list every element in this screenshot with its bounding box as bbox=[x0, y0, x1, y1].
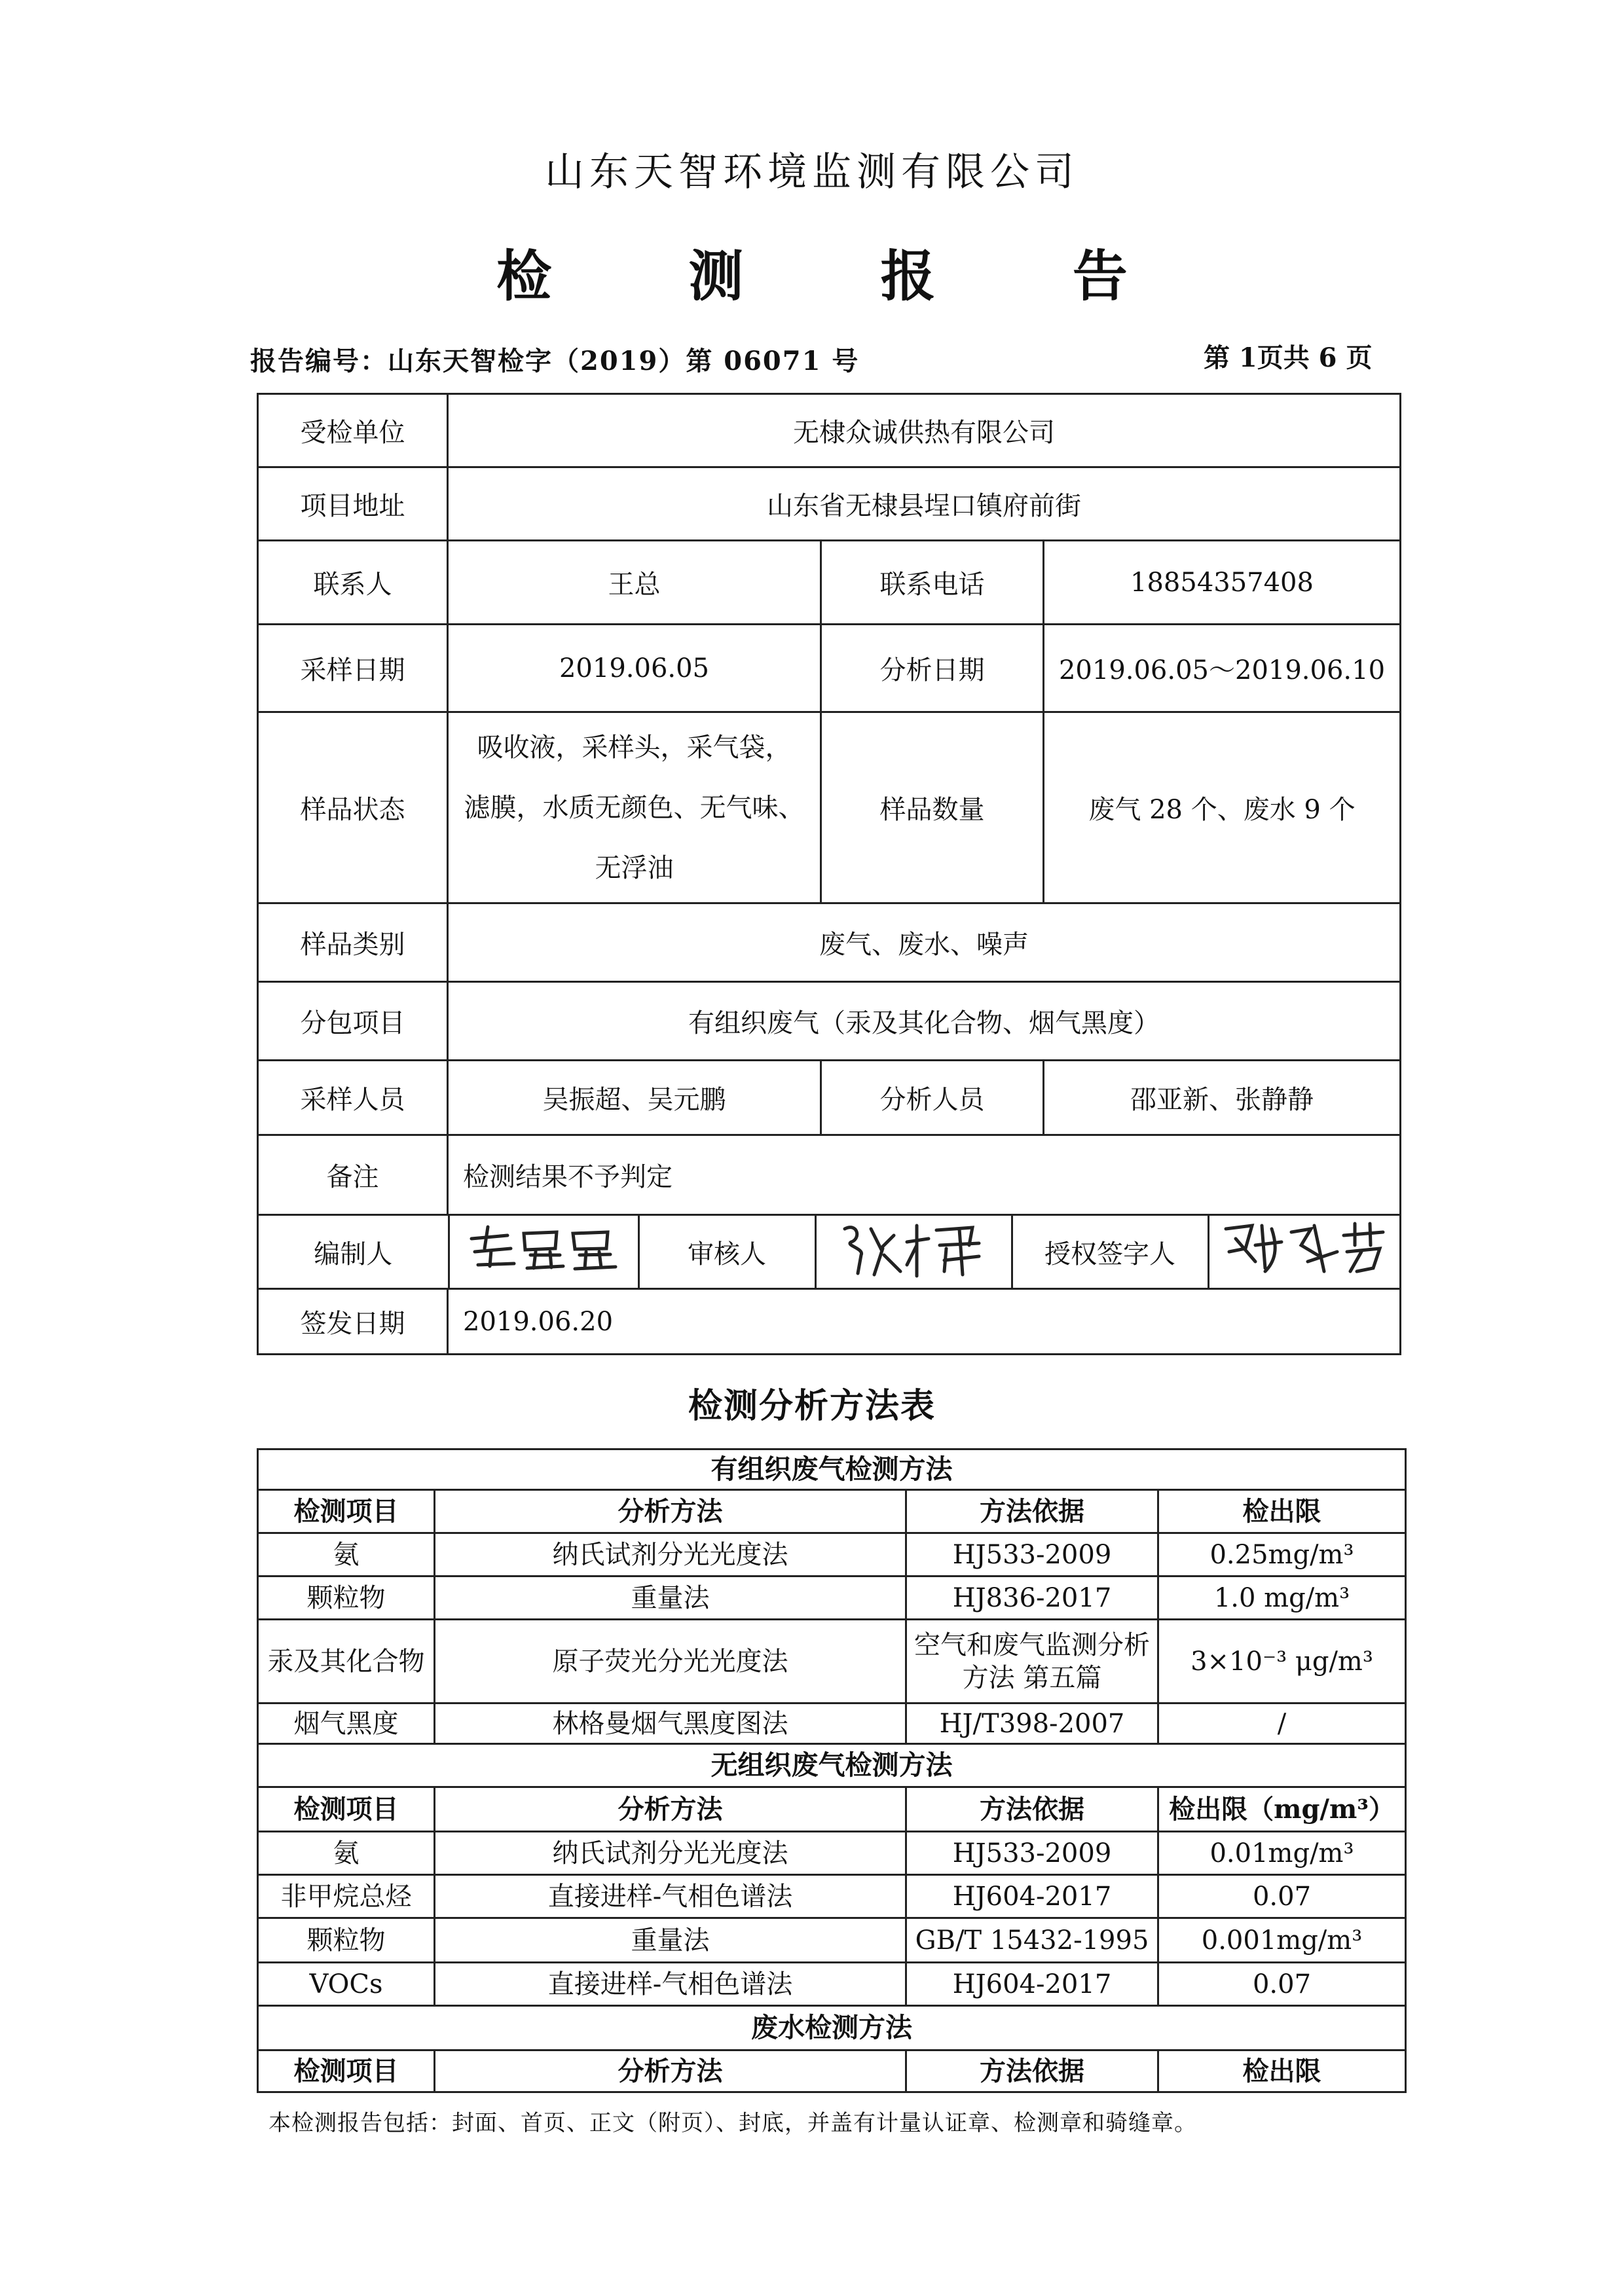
method-cell: 林格曼烟气黑度图法 bbox=[435, 1704, 906, 1744]
report-number: 报告编号：山东天智检字（2019）第 06071 号 bbox=[250, 346, 860, 376]
limit-cell: 0.07 bbox=[1158, 1875, 1406, 1918]
samplers-value: 吴振超、吴元鹏 bbox=[448, 1061, 821, 1135]
method-cell: 重量法 bbox=[435, 1918, 906, 1963]
basis-cell: HJ604-2017 bbox=[906, 1963, 1158, 2006]
item-cell: VOCs bbox=[258, 1963, 435, 2006]
limit-cell: 3×10⁻³ μg/m³ bbox=[1158, 1620, 1406, 1704]
limit-cell: 1.0 mg/m³ bbox=[1158, 1576, 1406, 1620]
analysts-label: 分析人员 bbox=[821, 1061, 1044, 1135]
address-label: 项目地址 bbox=[258, 467, 448, 541]
basis-cell: HJ533-2009 bbox=[906, 1832, 1158, 1875]
item-cell: 非甲烷总烃 bbox=[258, 1875, 435, 1918]
signer-signature bbox=[1208, 1216, 1399, 1288]
item-cell: 烟气黑度 bbox=[258, 1704, 435, 1744]
organized-section-title: 有组织废气检测方法 bbox=[258, 1449, 1406, 1490]
method-cell: 原子荧光分光光度法 bbox=[435, 1620, 906, 1704]
handwritten-signature-icon bbox=[458, 1219, 629, 1278]
footer-note: 本检测报告包括：封面、首页、正文（附页）、封底，并盖有计量认证章、检测章和骑缝章。 bbox=[268, 2110, 1197, 2136]
column-header-basis: 方法依据 bbox=[906, 1490, 1158, 1533]
methods-table bbox=[257, 1448, 1407, 2093]
item-cell: 氨 bbox=[258, 1832, 435, 1875]
signer-label: 授权签字人 bbox=[1012, 1216, 1208, 1288]
editor-label: 编制人 bbox=[259, 1216, 449, 1288]
item-cell: 颗粒物 bbox=[258, 1918, 435, 1963]
basis-cell: 空气和废气监测分析方法 第五篇 bbox=[906, 1620, 1158, 1704]
subcontract-label: 分包项目 bbox=[258, 982, 448, 1061]
company-name: 山东天智环境监测有限公司 bbox=[545, 149, 1079, 195]
column-header-method: 分析方法 bbox=[435, 1490, 906, 1533]
column-header-limit-unit: 检出限（mg/m³） bbox=[1158, 1787, 1406, 1832]
column-header-method: 分析方法 bbox=[435, 1787, 906, 1832]
phone-label: 联系电话 bbox=[821, 541, 1044, 625]
column-header-item: 检测项目 bbox=[258, 1787, 435, 1832]
sample-qty-value: 废气 28 个、废水 9 个 bbox=[1044, 712, 1401, 903]
column-header-limit: 检出限 bbox=[1158, 1490, 1406, 1533]
fugitive-section-title: 无组织废气检测方法 bbox=[258, 1744, 1406, 1787]
handwritten-signature-icon bbox=[832, 1216, 995, 1281]
basis-cell: HJ533-2009 bbox=[906, 1533, 1158, 1576]
limit-cell: 0.07 bbox=[1158, 1963, 1406, 2006]
handwritten-signature-icon bbox=[1216, 1216, 1393, 1281]
reviewer-label: 审核人 bbox=[638, 1216, 815, 1288]
remark-label: 备注 bbox=[258, 1135, 448, 1215]
phone-value: 18854357408 bbox=[1044, 541, 1401, 625]
column-header-basis: 方法依据 bbox=[906, 2050, 1158, 2092]
client-value: 无棣众诚供热有限公司 bbox=[448, 394, 1401, 467]
sample-state-value bbox=[448, 712, 821, 903]
sample-state-line: 吸收液，采样头，采气袋， bbox=[477, 732, 792, 763]
analysts-value: 邵亚新、张静静 bbox=[1044, 1061, 1401, 1135]
limit-cell: 0.001mg/m³ bbox=[1158, 1918, 1406, 1963]
table-row bbox=[258, 1576, 1406, 1620]
method-cell: 直接进样-气相色谱法 bbox=[435, 1963, 906, 2006]
item-cell: 汞及其化合物 bbox=[258, 1620, 435, 1704]
methods-table-title: 检测分析方法表 bbox=[688, 1386, 936, 1426]
column-header-item: 检测项目 bbox=[258, 2050, 435, 2092]
sample-state-label: 样品状态 bbox=[258, 712, 448, 903]
table-row bbox=[258, 1963, 1406, 2006]
address-value: 山东省无棣县埕口镇府前街 bbox=[448, 467, 1401, 541]
sample-type-label: 样品类别 bbox=[258, 903, 448, 982]
samplers-label: 采样人员 bbox=[258, 1061, 448, 1135]
method-cell: 纳氏试剂分光光度法 bbox=[435, 1533, 906, 1576]
column-header-method: 分析方法 bbox=[435, 2050, 906, 2092]
limit-cell: / bbox=[1158, 1704, 1406, 1744]
limit-cell: 0.25mg/m³ bbox=[1158, 1533, 1406, 1576]
remark-value: 检测结果不予判定 bbox=[448, 1135, 1401, 1215]
sample-type-value: 废气、废水、噪声 bbox=[448, 903, 1401, 982]
table-row bbox=[258, 1704, 1406, 1744]
issue-date-label: 签发日期 bbox=[258, 1289, 448, 1355]
report-info-table bbox=[257, 393, 1401, 1355]
column-header-basis: 方法依据 bbox=[906, 1787, 1158, 1832]
table-row bbox=[258, 1832, 1406, 1875]
basis-cell: HJ/T398-2007 bbox=[906, 1704, 1158, 1744]
document-title: 检 测 报 告 bbox=[496, 244, 1187, 308]
analysis-date-value: 2019.06.05～2019.06.10 bbox=[1044, 625, 1401, 712]
sample-state-line: 滤膜，水质无颜色、无气味、 bbox=[464, 792, 805, 823]
contact-value: 王总 bbox=[448, 541, 821, 625]
table-row bbox=[258, 1918, 1406, 1963]
method-cell: 纳氏试剂分光光度法 bbox=[435, 1832, 906, 1875]
client-label: 受检单位 bbox=[258, 394, 448, 467]
column-header-item: 检测项目 bbox=[258, 1490, 435, 1533]
sampling-date-value: 2019.06.05 bbox=[448, 625, 821, 712]
limit-cell: 0.01mg/m³ bbox=[1158, 1832, 1406, 1875]
reviewer-signature bbox=[815, 1216, 1012, 1288]
table-row bbox=[258, 1620, 1406, 1704]
contact-label: 联系人 bbox=[258, 541, 448, 625]
table-row bbox=[258, 1533, 1406, 1576]
basis-cell: HJ604-2017 bbox=[906, 1875, 1158, 1918]
method-cell: 重量法 bbox=[435, 1576, 906, 1620]
basis-cell: GB/T 15432-1995 bbox=[906, 1918, 1158, 1963]
table-row bbox=[258, 1875, 1406, 1918]
item-cell: 氨 bbox=[258, 1533, 435, 1576]
signature-row bbox=[259, 1216, 1399, 1288]
wastewater-section-title: 废水检测方法 bbox=[258, 2006, 1406, 2050]
basis-cell: HJ836-2017 bbox=[906, 1576, 1158, 1620]
column-header-limit: 检出限 bbox=[1158, 2050, 1406, 2092]
analysis-date-label: 分析日期 bbox=[821, 625, 1044, 712]
issue-date-value: 2019.06.20 bbox=[448, 1289, 1401, 1355]
sample-state-line: 无浮油 bbox=[595, 852, 674, 883]
sampling-date-label: 采样日期 bbox=[258, 625, 448, 712]
page-indicator: 第 1页共 6 页 bbox=[1204, 342, 1373, 373]
item-cell: 颗粒物 bbox=[258, 1576, 435, 1620]
subcontract-value: 有组织废气（汞及其化合物、烟气黑度） bbox=[448, 982, 1401, 1061]
editor-signature bbox=[449, 1216, 638, 1288]
method-cell: 直接进样-气相色谱法 bbox=[435, 1875, 906, 1918]
sample-qty-label: 样品数量 bbox=[821, 712, 1044, 903]
